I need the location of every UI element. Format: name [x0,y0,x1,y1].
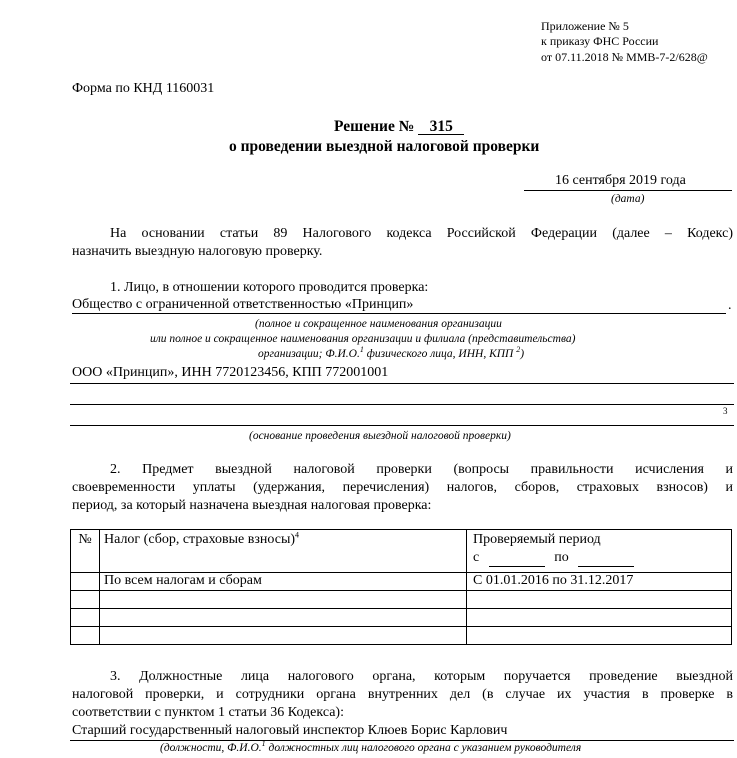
org-name-underline [72,313,726,314]
blank-line-1 [70,404,734,405]
official-caption-part-a: (должности, Ф.И.О. [160,742,262,754]
row-tax [100,609,467,627]
period-from-label: с [473,550,480,565]
basis-line [70,425,734,426]
table-row [71,627,732,645]
section2-line-2: своевременности уплаты (удержания, перечисления) налогов, сборов, страховых взносов) и [72,480,733,495]
decision-subject: о проведении выездной налоговой проверки [229,138,540,155]
organization-details: ООО «Принцип», ИНН 7720123456, КПП 772001001 [72,365,389,380]
row-period [467,609,732,627]
footnote-4: 4 [295,530,300,540]
header-tax-label: Налог (сбор, страховые взносы) [104,532,296,547]
period-to-blank [578,550,634,567]
section3-line-1: 3. Должностные лица налогового органа, которым поручается проведение выездной [110,669,733,684]
decision-label: Решение № [334,118,415,135]
form-code: Форма по КНД 1160031 [72,81,215,96]
footnote-1b: 1 [261,739,266,749]
date-caption: (дата) [611,193,645,205]
decision-title [334,118,464,136]
intro-line-1: На основании статьи 89 Налогового кодекса Российской Федерации (далее – Кодекс) [110,226,733,241]
org-caption-part-b: физического лица, ИНН, КПП [363,348,517,360]
tax-table [70,529,732,645]
section3-line-2: налоговой проверки, и сотрудники органа внутренних дел (в случае их участия в проверке в [72,687,733,702]
order-date: от 07.11.2018 № ММВ-7-2/628@ [541,50,708,64]
row-period: С 01.01.2016 по 31.12.2017 [467,573,732,591]
table-row [71,573,732,591]
section3-line-3: соответствии с пунктом 1 статьи 36 Кодекса): [72,705,344,720]
header-period-range [473,550,731,567]
table-row [71,609,732,627]
table-row [71,591,732,609]
official-name: Старший государственный налоговый инспектор Клюев Борис Карлович [72,723,508,738]
row-tax [100,591,467,609]
org-details-underline [70,383,734,384]
date-underline [524,190,732,191]
header-period [467,530,732,573]
order-reference: к приказу ФНС России [541,34,659,48]
row-period [467,627,732,645]
org-caption-part-a: организации; Ф.И.О. [258,348,360,360]
section2-line-3: период, за который назначена выездная налоговая проверка: [72,498,432,513]
row-tax [100,627,467,645]
table-header-row [71,530,732,573]
decision-date: 16 сентября 2019 года [555,173,686,188]
section1-heading: 1. Лицо, в отношении которого проводится проверка: [110,280,429,295]
row-period [467,591,732,609]
official-caption [160,739,582,754]
header-period-label: Проверяемый период [473,532,601,547]
row-num [71,627,100,645]
period-to-label: по [554,550,569,565]
row-num [71,573,100,591]
header-tax [100,530,467,573]
footnote-2: 2 [516,345,521,355]
basis-caption: (основание проведения выездной налоговой проверки) [249,430,511,442]
header-num: № [71,530,100,573]
attachment-label: Приложение № 5 [541,19,629,33]
org-caption-part-c: ) [520,348,525,360]
decision-number: 315 [418,120,464,135]
row-tax: По всем налогам и сборам [100,573,467,591]
row-num [71,609,100,627]
org-caption-line-2: или полное и сокращенное наименования организации и филиала (представительства) [150,333,576,345]
organization-name: Общество с ограниченной ответственностью «Принцип» [72,297,414,312]
period-from-blank [489,550,545,567]
org-name-end: . [728,298,732,313]
official-underline [70,740,734,741]
org-caption-line-1: (полное и сокращенное наименования организации [255,318,502,330]
footnote-3: 3 [723,406,728,416]
intro-line-2: назначить выездную налоговую проверку. [72,244,323,259]
section2-line-1: 2. Предмет выездной налоговой проверки (вопросы правильности исчисления и [110,462,733,477]
official-caption-part-b: должностных лиц налогового органа с указанием руководителя [265,742,582,754]
row-num [71,591,100,609]
footnote-1: 1 [359,345,364,355]
org-caption-line-3 [258,345,525,360]
